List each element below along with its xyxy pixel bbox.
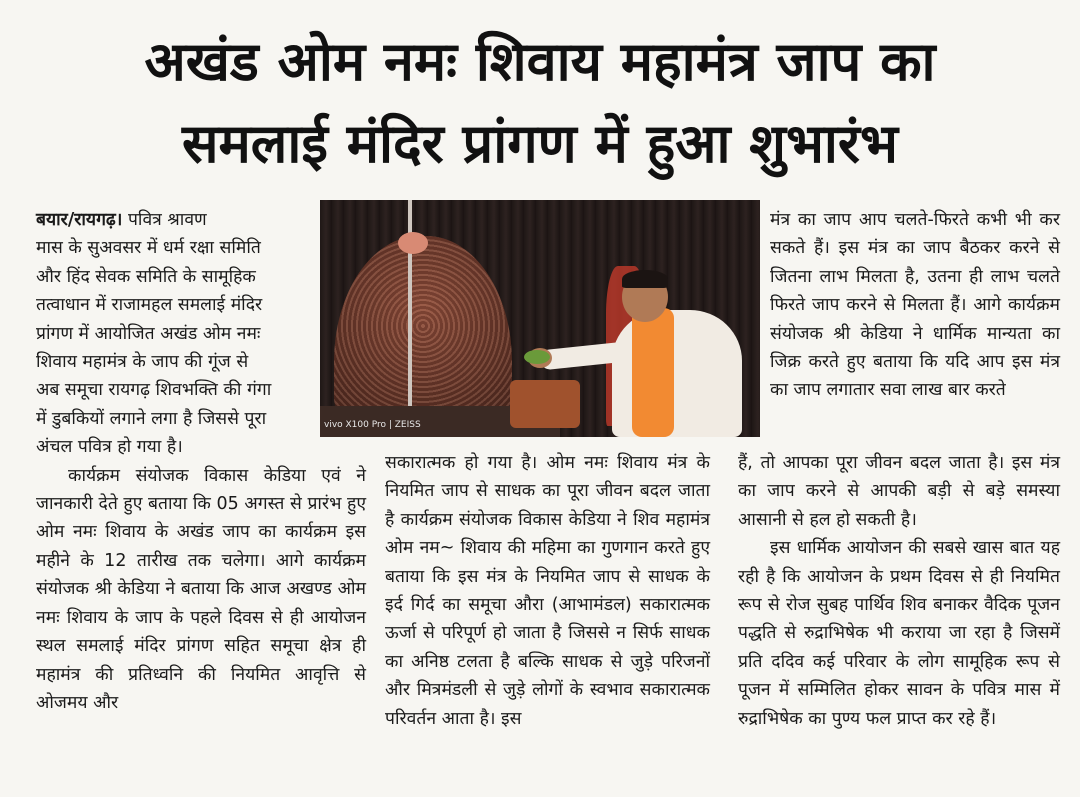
intro-paragraph [36,206,366,462]
body-paragraph: कार्यक्रम संयोजक विकास केडिया एवं ने जानकारी देते हुए बताया कि 05 अगस्त से प्रारंभ हुए ओम नमः शिवाय के अखंड जाप का कार्यक्रम इस महीने के 12 तारीख तक चलेगा। आगे कार्यक्रम संयोजक श्री केडिया ने बताया कि आज अखण्ड ओम नमः शिवाय के जाप के पहले दिवस से ही आयोजन स्थल समलाई मंदिर प्रांगण सहित समूचा क्षेत्र ही महामंत्र की प्रतिध्वनि की नियमित आवृत्ति से ओजमय और [36,465,366,713]
body-paragraph: सकारात्मक हो गया है। ओम नमः शिवाय मंत्र के नियमित जाप से साधक का पूरा जीवन बदल जाता है कार्यक्रम संयोजक विकास केडिया ने शिव महामंत्र ओम नम~ शिवाय की महिमा का गुणगान करते हुए बताया कि इस मंत्र के नियमित जाप से साधक के इर्द गिर्द का समूचा औरा (आभामंडल) सकारात्मक ऊर्जा से परिपूर्ण हो जाता है जिससे न सिर्फ साधक का अनिष्ठ टलता है बल्कि साधक से जुड़े परिजनों और मित्रमंडली से जुड़े लोगों के स्वभाव सकारात्मक परिवर्तन आता है। इस [385,453,710,729]
intro-line: तत्वाधान में राजामहल समलाई मंदिर [36,295,263,316]
photo-camera-watermark: vivo X100 Pro | ZEISS [324,420,421,430]
article-column-3-bottom [738,449,1060,733]
body-paragraph: मंत्र का जाप आप चलते-फिरते कभी भी कर सकते हैं। इस मंत्र का जाप बैठकर करने से जितना लाभ मिलता है, उतना ही लाभ चलते फिरते जाप करने से मिलता हैं। आगे कार्यक्रम संयोजक श्री केडिया ने धार्मिक मान्यता का जिक्र करते हुए बताया कि यदि आप इस मंत्र का जाप लगातार सवा लाख बार करते [770,210,1060,401]
headline-line-1: अखंड ओम नमः शिवाय महामंत्र जाप का [144,30,936,93]
photo-devotee-hair [622,270,668,288]
photo-bel-leaves [524,350,550,364]
article-column-2 [385,449,710,733]
news-photo [320,200,760,437]
intro-line: प्रांगण में आयोजित अखंड ओम नमः [36,323,261,344]
article-column-1 [36,206,366,717]
headline-line-2: समलाई मंदिर प्रांगण में हुआ शुभारंभ [182,112,898,175]
intro-line: अंचल पवित्र हो गया है। [36,437,183,458]
body-paragraph: हैं, तो आपका पूरा जीवन बदल जाता है। इस मंत्र का जाप करने से आपकी बड़ी से बड़े समस्या आसानी से हल हो सकती है। [738,453,1060,530]
dateline: बयार/रायगढ़। [36,210,123,230]
intro-line: पवित्र श्रावण [127,210,207,230]
photo-saffron-stole [632,308,674,437]
body-paragraph: इस धार्मिक आयोजन की सबसे खास बात यह रही है कि आयोजन के प्रथम दिवस से ही नियमित रूप से रोज सुबह पार्थिव शिव बनाकर वैदिक पूजन पद्धति से रुद्राभिषेक भी कराया जा रहा है जिसमें प्रति ददिव कई परिवार के लोग सामूहिक रूप से पूजन में सम्मिलित होकर सावन के पवित्र मास में रुद्राभिषेक का पुण्य फल प्राप्त कर रहे हैं। [738,538,1060,729]
intro-line: मास के सुअवसर में धर्म रक्षा समिति [36,238,261,259]
intro-line: शिवाय महामंत्र के जाप की गूंज से [36,352,249,373]
article-column-3-top [770,206,1060,405]
photo-kalash [398,232,428,254]
intro-line: और हिंद सेवक समिति के सामूहिक [36,266,256,287]
intro-line: अब समूचा रायगढ़ शिवभक्ति की गंगा [36,380,272,401]
intro-line: में डुबकियों लगाने लगा है जिससे पूरा [36,408,267,429]
photo-offering-plate [510,380,580,428]
